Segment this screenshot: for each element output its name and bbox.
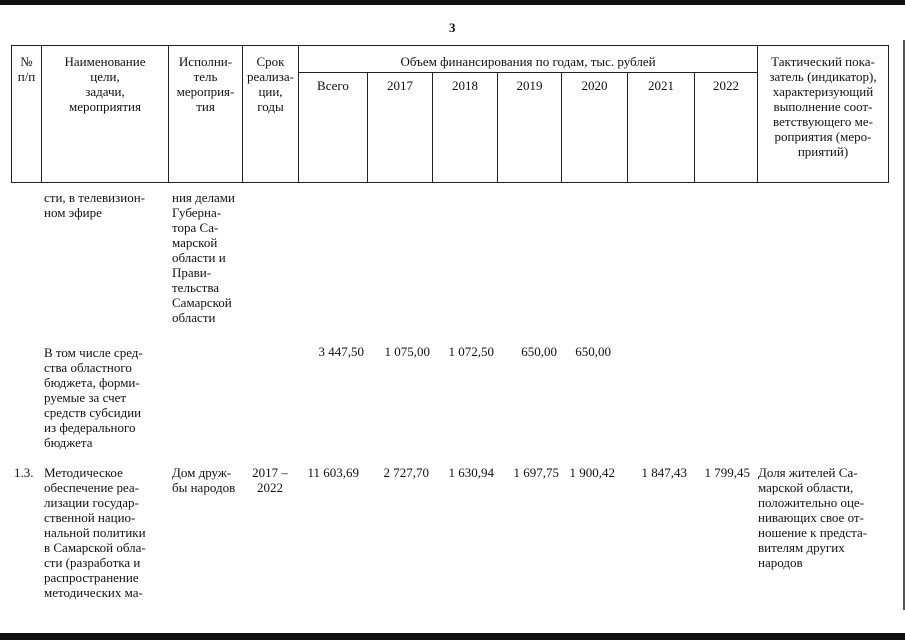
- row3-2021: 1 847,43: [641, 465, 687, 480]
- header-year-2019: 2019: [516, 78, 543, 93]
- header-year-2018: 2018: [452, 78, 478, 93]
- row3-2019: 1 697,75: [513, 465, 559, 480]
- col-line: [888, 45, 889, 183]
- row2-2018: 1 072,50: [448, 344, 494, 359]
- bottom-border: [0, 633, 905, 640]
- header-funding: Объем финансирования по годам, тыс. рублей: [400, 54, 656, 69]
- row3-indicator: Доля жителей Са- марской области, положительно оце- нивающих свое от- ношение к предста- вителям других народов: [758, 465, 868, 570]
- header-year-2020: 2020: [581, 78, 608, 93]
- row3-2020: 1 900,42: [569, 465, 615, 480]
- row3-total: 11 603,69: [307, 465, 359, 480]
- row3-2022: 1 799,45: [704, 465, 750, 480]
- row3-name: Методическое обеспечение реа- лизации государ- ственной нацио- нальной политики в Самарской обла- сти (разработка и распространение методических ма-: [44, 465, 146, 600]
- header-year-2022: 2022: [713, 78, 739, 93]
- row1-name: сти, в телевизион- ном эфире: [44, 190, 145, 220]
- row2-name: В том числе сред- ства областного бюджета, форми- руемые за счет средств субсидии из федерального бюджета: [44, 345, 143, 450]
- row3-2017: 2 727,70: [383, 465, 429, 480]
- row3-term: 2017 – 2022: [252, 465, 288, 495]
- row3-executor: Дом друж- бы народов: [172, 465, 236, 495]
- header-total: Всего: [317, 78, 349, 93]
- top-border: [0, 0, 905, 5]
- header-name: Наименование цели, задачи, мероприятия: [64, 54, 146, 114]
- header-year-2021: 2021: [648, 78, 674, 93]
- row2-2020: 650,00: [575, 344, 611, 359]
- row2-2019: 650,00: [521, 344, 557, 359]
- page-number: 3: [449, 20, 456, 35]
- row1-executor: ния делами Губерна- тора Са- марской области и Прави- тельства Самарской области: [172, 190, 235, 325]
- row3-num: 1.3.: [14, 465, 34, 480]
- header-num: № п/п: [17, 54, 36, 84]
- header-indicator: Тактический пока- затель (индикатор), характеризующий выполнение соот- ветствующего ме- роприятия (меро- приятий): [769, 54, 877, 159]
- row2-2017: 1 075,00: [384, 344, 430, 359]
- row3-2018: 1 630,94: [448, 465, 494, 480]
- row2-total: 3 447,50: [318, 344, 364, 359]
- header-year-2017: 2017: [387, 78, 413, 93]
- header-executor: Исполни- тель мероприя- тия: [176, 54, 235, 114]
- header-term: Срок реализа- ции, годы: [247, 54, 294, 114]
